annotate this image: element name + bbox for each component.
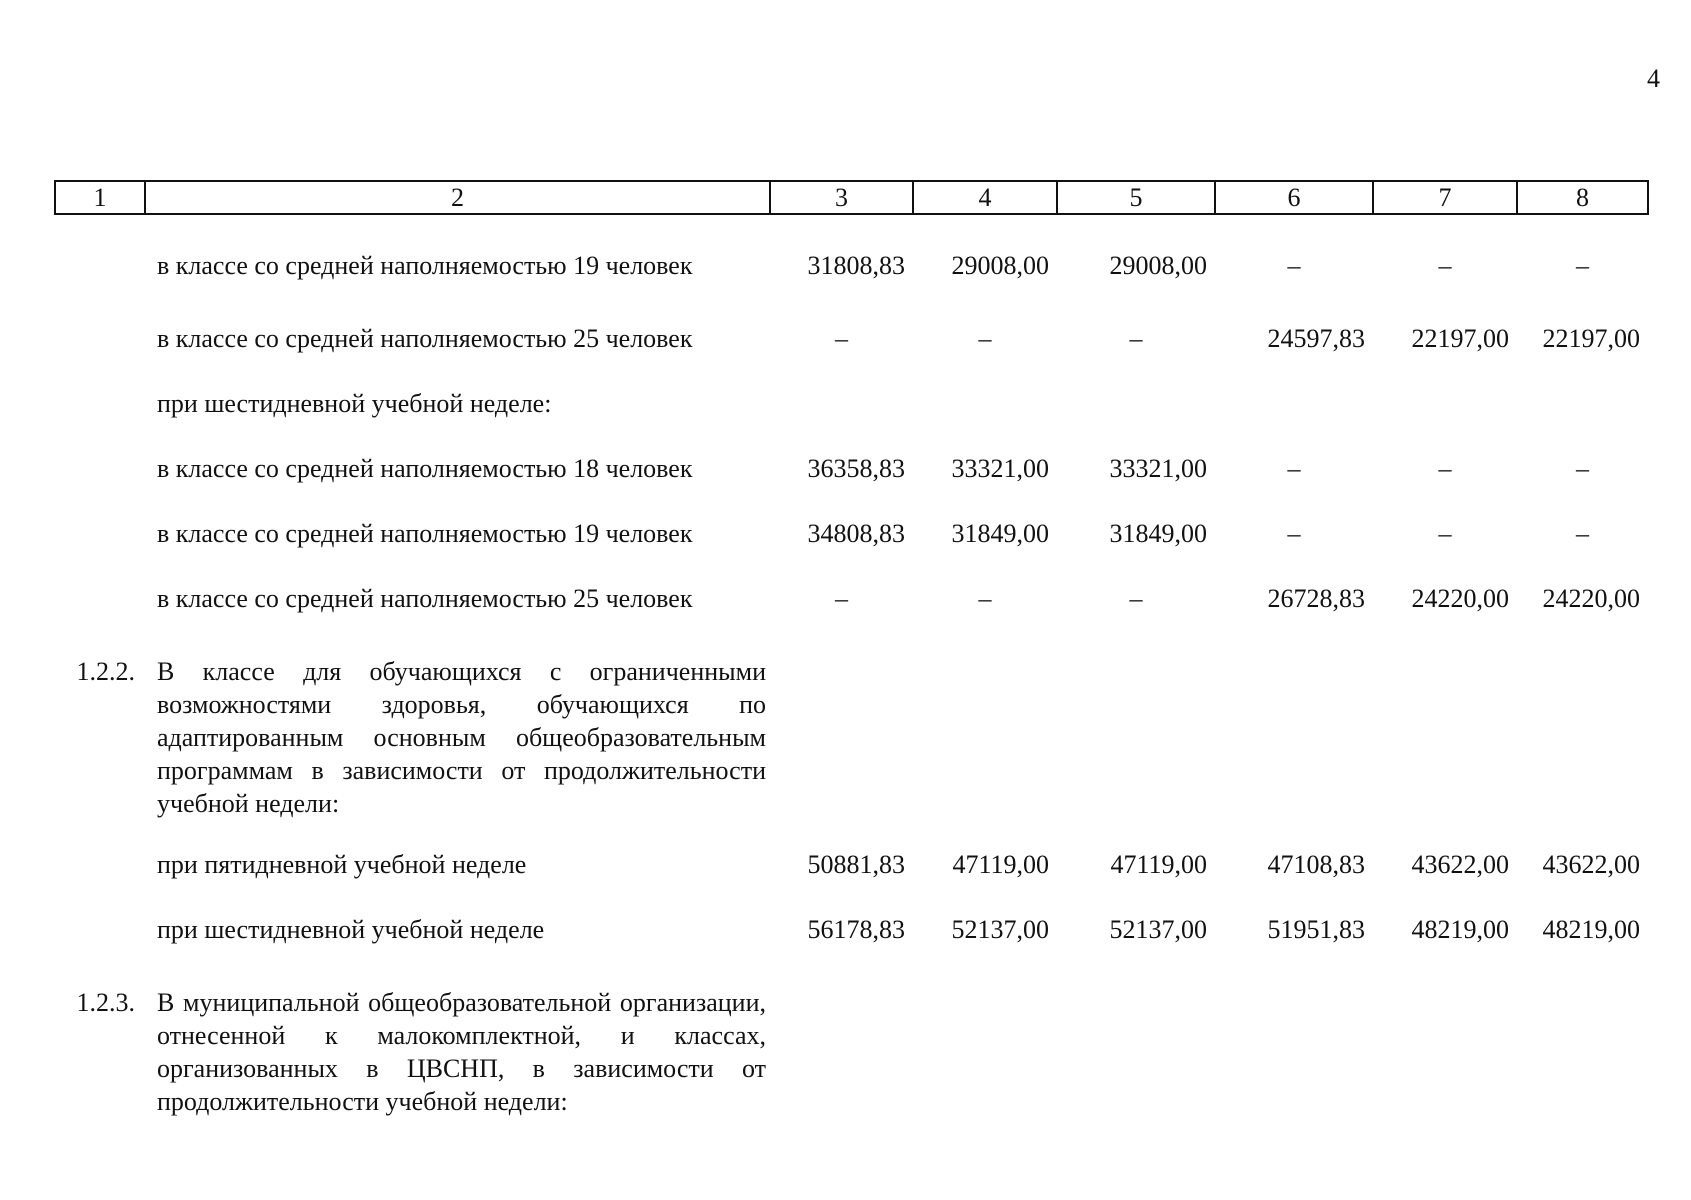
- tariff-table: [54, 180, 1649, 1130]
- value-cell: [913, 371, 1057, 436]
- value-cell: 31808,83: [807, 251, 905, 280]
- value-cell: –: [1287, 454, 1301, 483]
- column-number-header-row: [55, 181, 1648, 214]
- row-label: в классе со средней наполняемостью 25 человек: [157, 324, 693, 353]
- value-cell: 24220,00: [1411, 584, 1509, 613]
- row-label: при шестидневной учебной неделе:: [157, 389, 552, 418]
- value-cell: –: [1438, 251, 1452, 280]
- row-label: В муниципальной общеобразовательной организации, отнесенной к малокомплектной, и классах, организованных в ЦВСНП, в зависимости от продолжительности учебной недели:: [157, 988, 766, 1116]
- value-cell: 29008,00: [1109, 251, 1207, 280]
- row-code: [55, 566, 145, 631]
- section-row: [55, 962, 1648, 1130]
- value-cell: 52137,00: [951, 915, 1049, 944]
- row-code: [55, 897, 145, 962]
- column-header-7: 7: [1373, 181, 1517, 214]
- value-cell: 36358,83: [807, 454, 905, 483]
- table-row: [55, 501, 1648, 566]
- value-cell: –: [1576, 519, 1589, 548]
- value-cell: –: [1576, 454, 1589, 483]
- value-cell: 56178,83: [807, 915, 905, 944]
- value-cell: [1215, 631, 1373, 832]
- value-cell: 52137,00: [1109, 915, 1207, 944]
- value-cell: [1057, 371, 1215, 436]
- table-row: [55, 566, 1648, 631]
- row-code: [55, 501, 145, 566]
- value-cell: 51951,83: [1267, 915, 1365, 944]
- value-cell: [1517, 962, 1648, 1130]
- row-label: при шестидневной учебной неделе: [157, 915, 545, 944]
- value-cell: 43622,00: [1542, 850, 1640, 879]
- value-cell: [913, 631, 1057, 832]
- value-cell: 48219,00: [1542, 915, 1640, 944]
- section-row: [55, 631, 1648, 832]
- value-cell: [1517, 371, 1648, 436]
- page-number: 4: [1647, 64, 1660, 93]
- value-cell: [1373, 962, 1517, 1130]
- value-cell: –: [835, 324, 848, 353]
- row-label: в классе со средней наполняемостью 25 человек: [157, 584, 693, 613]
- row-code: [55, 371, 145, 436]
- value-cell: –: [1576, 251, 1589, 280]
- value-cell: 31849,00: [1109, 519, 1207, 548]
- value-cell: [1215, 962, 1373, 1130]
- value-cell: 22197,00: [1411, 324, 1509, 353]
- value-cell: 43622,00: [1411, 850, 1509, 879]
- value-cell: 31849,00: [951, 519, 1049, 548]
- value-cell: 24597,83: [1267, 324, 1365, 353]
- value-cell: –: [1287, 519, 1301, 548]
- value-cell: –: [1129, 324, 1143, 353]
- column-header-4: 4: [913, 181, 1057, 214]
- table-row: [55, 832, 1648, 897]
- column-header-6: 6: [1215, 181, 1373, 214]
- value-cell: 47108,83: [1267, 850, 1365, 879]
- value-cell: 33321,00: [951, 454, 1049, 483]
- value-cell: 47119,00: [1110, 850, 1207, 879]
- value-cell: –: [1287, 251, 1301, 280]
- row-code: 1.2.3.: [76, 988, 135, 1017]
- value-cell: 48219,00: [1411, 915, 1509, 944]
- table-row: [55, 214, 1648, 306]
- row-label: в классе со средней наполняемостью 18 человек: [157, 454, 693, 483]
- value-cell: 29008,00: [951, 251, 1049, 280]
- row-code: [55, 214, 145, 306]
- value-cell: [1373, 631, 1517, 832]
- value-cell: 34808,83: [807, 519, 905, 548]
- value-cell: –: [978, 584, 992, 613]
- value-cell: [770, 371, 913, 436]
- value-cell: [1517, 631, 1648, 832]
- row-label: В классе для обучающихся с ограниченными возможностями здоровья, обучающихся по адаптированным основным общеобразовательным программам в зависимости от продолжительности учебной недели:: [157, 657, 766, 818]
- value-cell: [770, 962, 913, 1130]
- row-code: [55, 306, 145, 371]
- row-label: в классе со средней наполняемостью 19 человек: [157, 251, 693, 280]
- value-cell: 47119,00: [952, 850, 1049, 879]
- column-header-1: 1: [55, 181, 145, 214]
- value-cell: –: [835, 584, 848, 613]
- column-header-5: 5: [1057, 181, 1215, 214]
- value-cell: –: [978, 324, 992, 353]
- value-cell: [1057, 631, 1215, 832]
- table-row: [55, 897, 1648, 962]
- value-cell: [1057, 962, 1215, 1130]
- value-cell: 33321,00: [1109, 454, 1207, 483]
- value-cell: –: [1438, 454, 1452, 483]
- column-header-3: 3: [770, 181, 913, 214]
- column-header-2: 2: [145, 181, 770, 214]
- row-code: 1.2.2.: [76, 657, 135, 686]
- value-cell: [1373, 371, 1517, 436]
- value-cell: 26728,83: [1267, 584, 1365, 613]
- value-cell: 50881,83: [807, 850, 905, 879]
- value-cell: 24220,00: [1542, 584, 1640, 613]
- table-row: [55, 306, 1648, 371]
- value-cell: –: [1438, 519, 1452, 548]
- row-code: [55, 832, 145, 897]
- value-cell: 22197,00: [1542, 324, 1640, 353]
- value-cell: [770, 631, 913, 832]
- value-cell: [913, 962, 1057, 1130]
- row-label: в классе со средней наполняемостью 19 человек: [157, 519, 693, 548]
- row-code: [55, 436, 145, 501]
- column-header-8: 8: [1517, 181, 1648, 214]
- value-cell: [1215, 371, 1373, 436]
- value-cell: –: [1129, 584, 1143, 613]
- row-label: при пятидневной учебной неделе: [157, 850, 527, 879]
- table-row: [55, 436, 1648, 501]
- table-row: [55, 371, 1648, 436]
